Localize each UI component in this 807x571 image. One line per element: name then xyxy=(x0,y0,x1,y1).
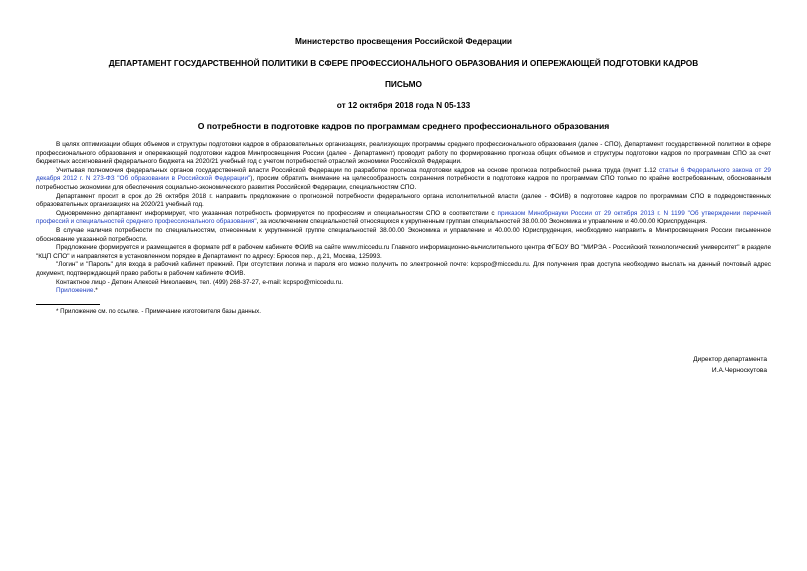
paragraph-9 xyxy=(36,287,771,296)
signatory-name: И.А.Черноскутова xyxy=(711,367,767,374)
signature-block xyxy=(693,354,767,376)
paragraph-6: Предложение формируется и размещается в формате pdf в рабочем кабинете ФОИВ на сайте www.miccedu.ru Главного информационно-вычислительного центра ФГБОУ ВО "МИРЭА - Российский технологический университет" в разделе "КЦП СПО" и направляется в установленном порядке в Департамент по адресу: Брюсов пер., д.21, Москва, 125993. xyxy=(36,244,771,260)
paragraph-1: В целях оптимизации общих объемов и структуры подготовки кадров в образовательных организациях, реализующих программы среднего профессионального образования (далее - СПО), Департамент государственной политики в сфере профессионального образования и опережающей подготовки кадров Минпросвещения России (далее - Департамент) проводит работу по формированию прогноза общих объемов и структуры подготовки кадров по программам СПО за счет бюджетных ассигнований федерального бюджета на 2020/21 учебный год с учетом потребностей отраслей экономики Российской Федерации. xyxy=(36,141,771,166)
paragraph-2-text-a: Учитывая полномочия федеральных органов государственной власти Российской Федерации по разработке прогноза подготовки кадров на основе прогноза потребностей рынка труда (пункт 1.12 xyxy=(56,166,659,174)
paragraph-8: Контактное лицо - Деткин Алексей Николаевич, тел. (499) 268-37-27, e-mail: kcpspo@miccedu.ru. xyxy=(56,278,344,286)
paragraph-7: "Логин" и "Пароль" для входа в рабочий кабинет прежний. При отсутствии логина и пароля его можно получить по электронной почте: kcpspo@miccedu.ru. Для получения прав доступа необходимо выслать на данный почтовый адрес документ, подтверждающий право работы в рабочем кабинете ФОИВ. xyxy=(36,261,771,277)
order-link[interactable]: приказом Минобрнауки России от 29 октября 2013 г. N 1199 "Об утверждении перечней профессий и специальностей среднего профессионального образования" xyxy=(36,209,772,226)
paragraph-2-text-b: ), просим обратить внимание на целесообразность сохранения потребности в подготовке кадров по программам СПО только по крайне востребованным, обоснованным потребностью экономики для обеспечения социально-экономического развития Российской Федерации, специальностям СПО. xyxy=(36,175,772,191)
footnote: * Приложение см. по ссылке. - Примечание изготовителя базы данных. xyxy=(56,307,261,315)
appendix-star: .* xyxy=(93,287,98,295)
department-name: ДЕПАРТАМЕНТ ГОСУДАРСТВЕННОЙ ПОЛИТИКИ В СФЕРЕ ПРОФЕССИОНАЛЬНОГО ОБРАЗОВАНИЯ И ОПЕРЕЖАЮЩЕЙ ПОДГОТОВКИ КАДРОВ xyxy=(108,58,699,68)
footnote-separator xyxy=(36,304,100,305)
signatory-position: Директор департамента xyxy=(693,356,767,363)
paragraph-5: В случае наличия потребности по специальностям, отнесенным к укрупненной группе специальностей 38.00.00 Экономика и управление и 40.00.00 Юриспруденция, необходимо направить в Минпросвещения России письменное обоснование указанной потребности. xyxy=(36,226,771,243)
paragraph-2 xyxy=(36,167,771,193)
appendix-link[interactable]: Приложение xyxy=(56,287,94,295)
ministry-name: Министерство просвещения Российской Федерации xyxy=(294,36,513,46)
paragraph-4 xyxy=(36,210,771,227)
document-type: ПИСЬМО xyxy=(384,79,423,89)
paragraph-4-text-b: , за исключением специальностей относящихся к укрупненным группам специальностей 38.00.00 Экономика и управление и 40.00.00 Юриспруденция. xyxy=(256,218,708,226)
document-date-number: от 12 октября 2018 года N 05-133 xyxy=(336,100,471,110)
document-subject: О потребности в подготовке кадров по программам среднего профессионального образования xyxy=(197,121,610,131)
letter-body xyxy=(36,141,771,296)
law-article-link[interactable]: статьи 6 Федерального закона от 29 декабря 2012 г. N 273-ФЗ "Об образовании в Российской Федерации" xyxy=(36,166,771,183)
paragraph-4-text-a: Одновременно департамент информирует, что указанная потребность формируется по профессиям и специальностям СПО в соответствии с xyxy=(56,209,498,217)
paragraph-3: Департамент просит в срок до 26 октября 2018 г. направить предложение о прогнозной потребности федерального органа исполнительной власти (далее - ФОИВ) в подготовке кадров по программам СПО в подведомственных образовательных организациях на 2020/21 учебный год. xyxy=(36,192,771,209)
